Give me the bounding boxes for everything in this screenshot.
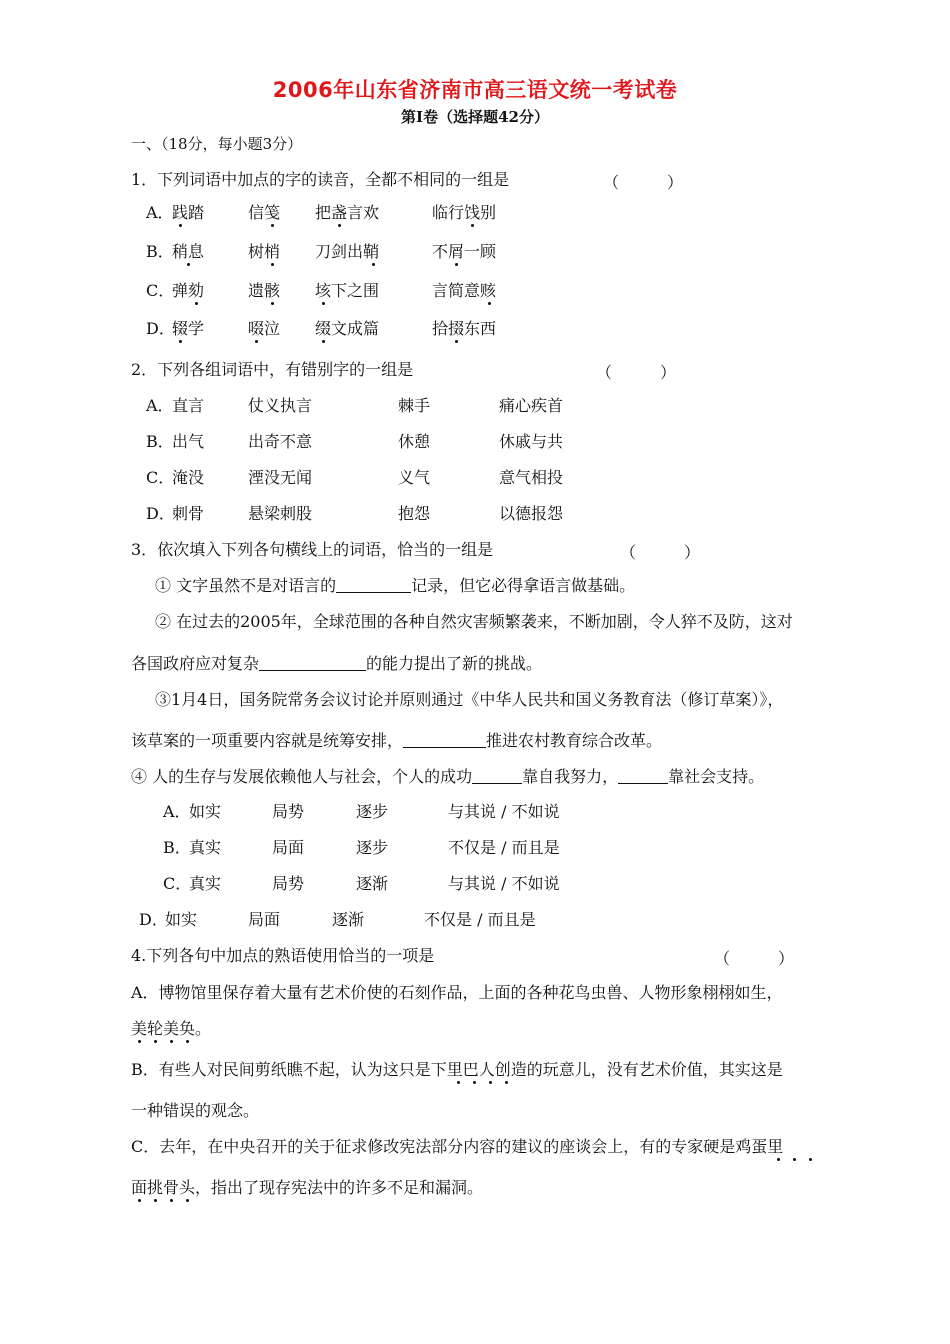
- fill-blank: [336, 576, 411, 593]
- q1-option-a-word: 信笺: [248, 203, 281, 222]
- q3-option-a-label: A．: [163, 802, 191, 821]
- emphasis-dot: [186, 1040, 189, 1043]
- emphasis-dot: [777, 1158, 780, 1161]
- q4-option-a-line2: 美轮美奂。: [131, 1019, 212, 1038]
- q3-sentence-3-line1: ③1月4日，国务院常务会议讨论并原则通过《中华人民共和国义务教育法（修订草案）》，: [155, 690, 784, 709]
- emphasis-dot: [170, 1040, 173, 1043]
- q3-sentence-3-line2: [131, 731, 662, 751]
- q3-option-d-word: 局面: [248, 910, 281, 929]
- q2-option-d-word: 悬梁刺股: [248, 504, 313, 523]
- q3-sentence-4-part: 靠自我努力，: [522, 767, 619, 786]
- q3-sentence-2-line2: [131, 654, 542, 674]
- q3-option-b-word: 局面: [272, 838, 305, 857]
- emphasis-dot: [154, 1040, 157, 1043]
- emphasis-dot: [471, 224, 474, 227]
- q3-option-d-word: 不仅是 / 而且是: [424, 910, 536, 929]
- q1-option-a-word: 临行饯别: [432, 203, 497, 222]
- q2-option-d-word: 抱怨: [398, 504, 431, 523]
- q3-option-c-word: 逐渐: [356, 874, 389, 893]
- q2-option-b-word: 休憩: [398, 432, 431, 451]
- exam-subtitle: 第Ⅰ卷（选择题42分）: [401, 108, 549, 126]
- q3-answer-paren: （ ）: [620, 543, 701, 562]
- exam-title: 2006年山东省济南市高三语文统一考试卷: [272, 78, 678, 102]
- q3-option-d-word: 如实: [165, 910, 198, 929]
- emphasis-dot: [138, 1040, 141, 1043]
- q4-option-c-line1: C．去年，在中央召开的关于征求修改宪法部分内容的建议的座谈会上，有的专家硬是鸡蛋里: [131, 1137, 784, 1156]
- q1-option-b-word: 刀剑出鞘: [315, 242, 380, 261]
- q2-option-c-word: 义气: [398, 468, 431, 487]
- emphasis-dot: [489, 1081, 492, 1084]
- emphasis-dot: [455, 340, 458, 343]
- q3-sentence-3-part: 推进农村教育综合改革。: [486, 731, 663, 750]
- q2-option-d-word: 以德报怨: [499, 504, 564, 523]
- emphasis-dot: [271, 224, 274, 227]
- emphasis-dot: [505, 1081, 508, 1084]
- q2-option-b-word: 出奇不意: [248, 432, 313, 451]
- q1-option-d-word: 啜泣: [248, 319, 281, 338]
- q3-option-d-word: 逐渐: [332, 910, 365, 929]
- q3-option-b-label: B．: [163, 838, 191, 857]
- fill-blank: [259, 654, 366, 671]
- q1-option-c-word: 垓下之围: [315, 281, 380, 300]
- q3-sentence-1: [155, 576, 635, 596]
- emphasis-dot: [186, 1199, 189, 1202]
- emphasis-dot: [809, 1158, 812, 1161]
- q2-option-c-word: 淹没: [172, 468, 205, 487]
- emphasis-dot: [322, 302, 325, 305]
- q3-sentence-4: [131, 767, 764, 787]
- q3-sentence-2-line1: ② 在过去的2005年，全球范围的各种自然灾害频繁袭来，不断加剧，令人猝不及防，这对: [155, 612, 793, 631]
- emphasis-dot: [793, 1158, 796, 1161]
- q2-option-a-word: 仗义执言: [248, 396, 313, 415]
- emphasis-dot: [338, 224, 341, 227]
- emphasis-dot: [179, 340, 182, 343]
- emphasis-dot: [322, 340, 325, 343]
- emphasis-dot: [255, 340, 258, 343]
- q1-option-a-word: 把盏言欢: [315, 203, 380, 222]
- q2-option-a-word: 痛心疾首: [499, 396, 564, 415]
- q3-stem: 3．依次填入下列各句横线上的词语，恰当的一组是: [131, 540, 494, 559]
- q1-option-d-word: 拾掇东西: [432, 319, 497, 338]
- q2-option-b-word: 出气: [172, 432, 205, 451]
- emphasis-dot: [488, 302, 491, 305]
- q4-answer-paren: （ ）: [714, 949, 795, 968]
- q2-option-a-word: 直言: [172, 396, 205, 415]
- q2-option-d-label: D．: [146, 504, 175, 523]
- q3-option-b-word: 不仅是 / 而且是: [448, 838, 560, 857]
- q2-option-c-word: 意气相投: [499, 468, 564, 487]
- q3-option-d-label: D．: [139, 910, 168, 929]
- q3-option-b-word: 逐步: [356, 838, 389, 857]
- q2-option-a-word: 棘手: [398, 396, 431, 415]
- q3-option-c-label: C．: [163, 874, 192, 893]
- q3-option-c-word: 与其说 / 不如说: [448, 874, 560, 893]
- q3-option-c-word: 局势: [272, 874, 305, 893]
- q2-option-b-word: 休戚与共: [499, 432, 564, 451]
- q3-sentence-1-part: 记录，但它必得拿语言做基础。: [411, 576, 636, 595]
- q1-answer-paren: （ ）: [603, 173, 684, 192]
- q2-stem: 2．下列各组词语中，有错别字的一组是: [131, 360, 414, 379]
- emphasis-dot: [170, 1199, 173, 1202]
- q3-option-a-word: 如实: [189, 802, 222, 821]
- emphasis-dot: [372, 263, 375, 266]
- emphasis-dot: [455, 263, 458, 266]
- q2-option-c-label: C．: [146, 468, 175, 487]
- q1-option-b-label: B．: [146, 242, 174, 261]
- q1-option-c-word: 弹劾: [172, 281, 205, 300]
- q1-option-c-word: 遗骸: [248, 281, 281, 300]
- emphasis-dot: [195, 302, 198, 305]
- emphasis-dot: [179, 224, 182, 227]
- q3-sentence-2-part: 各国政府应对复杂: [131, 654, 260, 673]
- q3-option-a-word: 局势: [272, 802, 305, 821]
- q1-option-c-word: 言简意赅: [432, 281, 497, 300]
- q1-option-d-word: 辍学: [172, 319, 205, 338]
- emphasis-dot: [154, 1199, 157, 1202]
- q4-option-a-line1: A．博物馆里保存着大量有艺术价使的石刻作品，上面的各种花鸟虫兽、人物形象栩栩如生，: [131, 983, 783, 1002]
- q3-sentence-4-part: ④ 人的生存与发展依赖他人与社会，个人的成功: [131, 767, 473, 786]
- q2-answer-paren: （ ）: [596, 363, 677, 382]
- fill-blank: [472, 767, 522, 784]
- q1-option-b-word: 不屑一顾: [432, 242, 497, 261]
- q3-sentence-2-part: 的能力提出了新的挑战。: [366, 654, 543, 673]
- q3-option-c-word: 真实: [189, 874, 222, 893]
- q4-option-c-line2: 面挑骨头，指出了现存宪法中的许多不足和漏洞。: [131, 1178, 484, 1197]
- emphasis-dot: [138, 1199, 141, 1202]
- emphasis-dot: [473, 1081, 476, 1084]
- q2-option-b-label: B．: [146, 432, 174, 451]
- q1-option-b-word: 稍息: [172, 242, 205, 261]
- q1-option-a-word: 践踏: [172, 203, 205, 222]
- q2-option-a-label: A．: [146, 396, 174, 415]
- q2-option-d-word: 刺骨: [172, 504, 205, 523]
- q3-option-a-word: 与其说 / 不如说: [448, 802, 560, 821]
- q3-sentence-3-part: 该草案的一项重要内容就是统筹安排，: [131, 731, 404, 750]
- q1-option-b-word: 树梢: [248, 242, 281, 261]
- section-heading: 一、（18分，每小题3分）: [131, 135, 303, 153]
- fill-blank: [618, 767, 668, 784]
- q4-option-b-line2: 一种错误的观念。: [131, 1101, 260, 1120]
- q2-option-c-word: 湮没无闻: [248, 468, 313, 487]
- emphasis-dot: [457, 1081, 460, 1084]
- q1-option-a-label: A．: [146, 203, 174, 222]
- q1-option-d-word: 缀文成篇: [315, 319, 380, 338]
- q1-option-d-label: D．: [146, 319, 175, 338]
- q1-option-c-label: C．: [146, 281, 175, 300]
- q3-option-a-word: 逐步: [356, 802, 389, 821]
- emphasis-dot: [187, 263, 190, 266]
- q4-stem: 4.下列各句中加点的熟语使用恰当的一项是: [131, 946, 435, 965]
- q3-sentence-4-part: 靠社会支持。: [668, 767, 765, 786]
- q1-stem: 1．下列词语中加点的字的读音，全都不相同的一组是: [131, 170, 510, 189]
- emphasis-dot: [271, 302, 274, 305]
- q3-option-b-word: 真实: [189, 838, 222, 857]
- fill-blank: [403, 731, 486, 748]
- emphasis-dot: [271, 263, 274, 266]
- q3-sentence-1-part: ① 文字虽然不是对语言的: [155, 576, 337, 595]
- q4-option-b-line1: B．有些人对民间剪纸瞧不起，认为这只是下里巴人创造的玩意儿，没有艺术价值，其实这是: [131, 1060, 783, 1079]
